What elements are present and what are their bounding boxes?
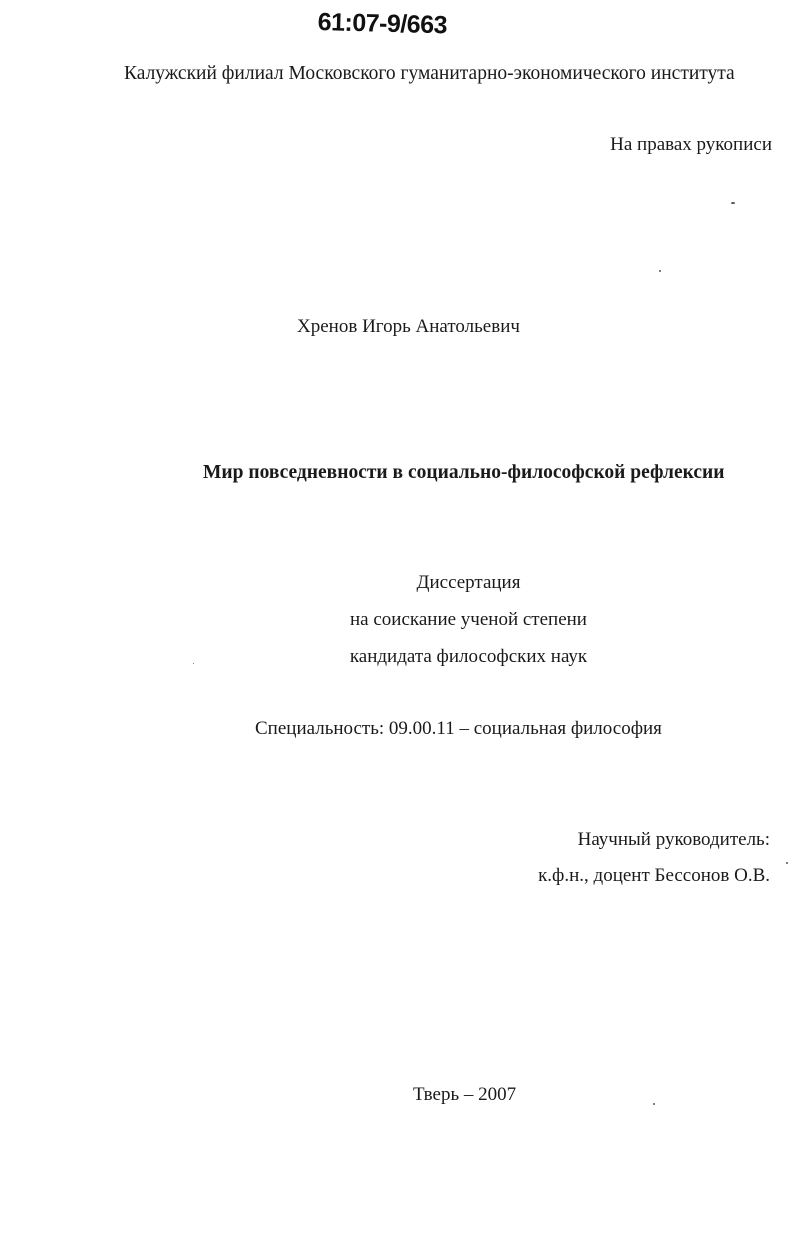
scan-speck bbox=[731, 202, 735, 204]
supervisor-label: Научный руководитель: bbox=[577, 829, 770, 850]
degree-line-purpose: на соискание ученой степени bbox=[350, 609, 587, 630]
author-name: Хренов Игорь Анатольевич bbox=[297, 316, 520, 337]
dissertation-title: Мир повседневности в социально-философской рефлексии bbox=[203, 462, 725, 483]
degree-line-degree: кандидата философских наук bbox=[349, 646, 588, 667]
degree-line-dissertation: Диссертация bbox=[416, 572, 521, 593]
manuscript-rights-notice: На правах рукописи bbox=[610, 134, 772, 155]
institute-name: Калужский филиал Московского гуманитарно-экономического института bbox=[124, 63, 735, 84]
specialty: Специальность: 09.00.11 – социальная философия bbox=[255, 718, 662, 739]
scan-speck bbox=[659, 270, 661, 272]
scan-speck bbox=[786, 862, 788, 864]
scan-speck bbox=[653, 1103, 655, 1105]
scan-speck bbox=[193, 663, 194, 664]
archive-stamp-code: 61:07-9/663 bbox=[317, 8, 448, 40]
supervisor-name: к.ф.н., доцент Бессонов О.В. bbox=[538, 865, 770, 886]
city-and-year: Тверь – 2007 bbox=[413, 1084, 517, 1105]
